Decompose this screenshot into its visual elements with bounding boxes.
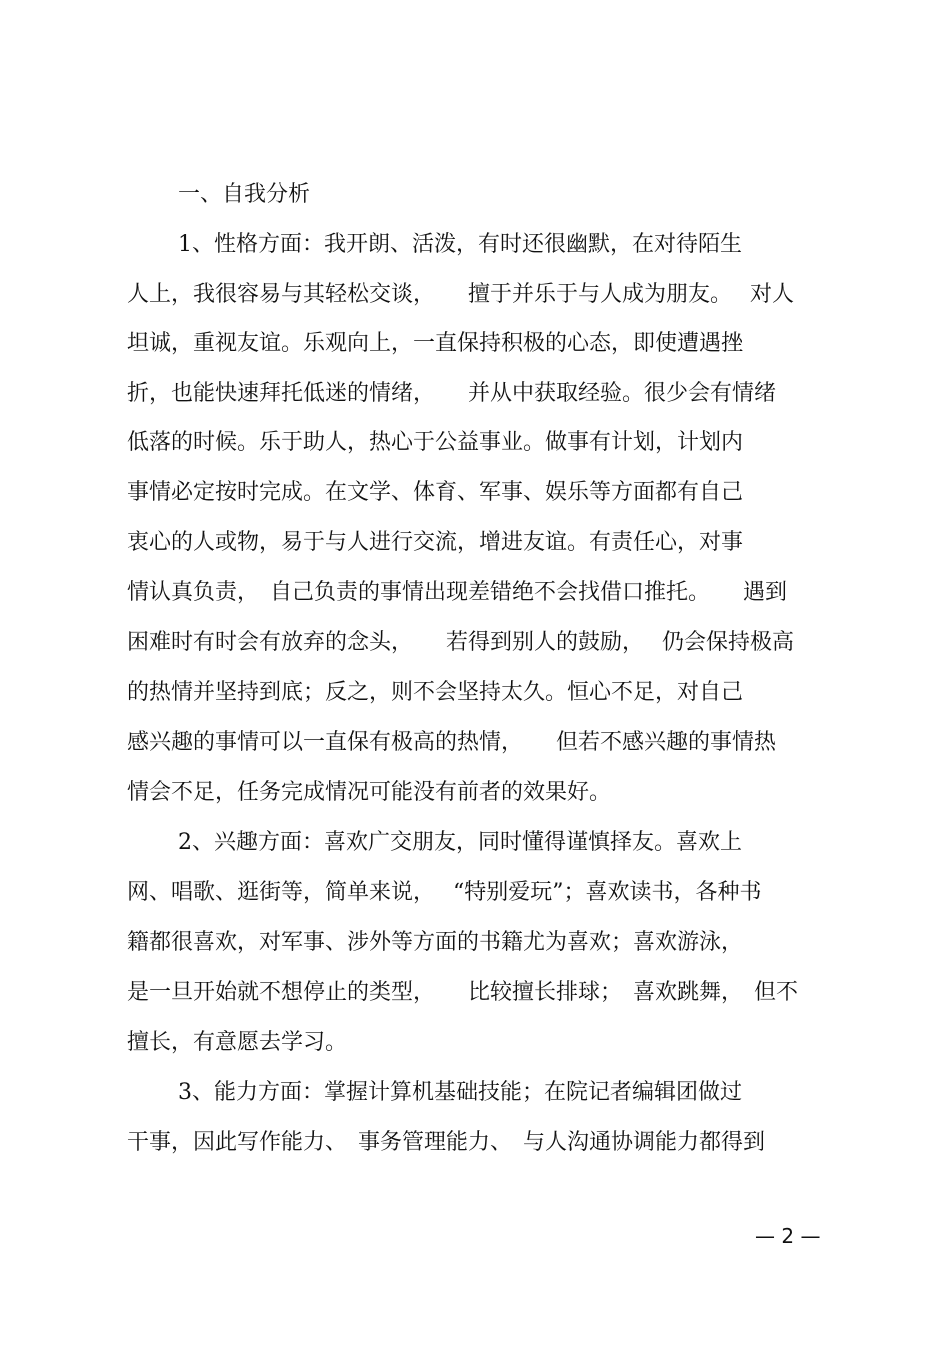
paragraph-line: 衷心的人或物，易于与人进行交流，增进友谊。有责任心，对事 — [127, 530, 744, 555]
paragraph-line: 感兴趣的事情可以一直保有极高的热情， 但若不感兴趣的事情热 — [127, 730, 777, 755]
page-number: — 2 — — [755, 1224, 821, 1248]
section-heading: 一、自我分析 — [178, 182, 311, 207]
paragraph-line: 情会不足，任务完成情况可能没有前者的效果好。 — [127, 780, 612, 805]
paragraph-line: 事情必定按时完成。在文学、体育、军事、娱乐等方面都有自己 — [127, 480, 744, 505]
paragraph-line: 人上，我很容易与其轻松交谈， 擅于并乐于与人成为朋友。 对人 — [127, 282, 794, 307]
paragraph-line: 情认真负责， 自己负责的事情出现差错绝不会找借口推托。 遇到 — [127, 580, 788, 605]
paragraph-line: 的热情并坚持到底；反之，则不会坚持太久。恒心不足，对自己 — [127, 680, 744, 705]
paragraph-line: 1、性格方面：我开朗、活泼，有时还很幽默，在对待陌生 — [178, 232, 742, 257]
paragraph-line: 折，也能快速拜托低迷的情绪， 并从中获取经验。很少会有情绪 — [127, 381, 777, 406]
paragraph-line: 3、能力方面：掌握计算机基础技能；在院记者编辑团做过 — [178, 1080, 742, 1105]
paragraph-line: 擅长，有意愿去学习。 — [127, 1030, 348, 1055]
paragraph-line: 干事，因此写作能力、 事务管理能力、 与人沟通协调能力都得到 — [127, 1130, 766, 1155]
paragraph-line: 坦诚，重视友谊。乐观向上，一直保持积极的心态，即使遭遇挫 — [127, 331, 744, 356]
paragraph-line: 低落的时候。乐于助人，热心于公益事业。做事有计划，计划内 — [127, 430, 744, 455]
paragraph-line: 网、唱歌、逛街等，简单来说， “特别爱玩”；喜欢读书，各种书 — [127, 880, 762, 905]
paragraph-line: 2、兴趣方面：喜欢广交朋友，同时懂得谨慎择友。喜欢上 — [178, 830, 742, 855]
paragraph-line: 是一旦开始就不想停止的类型， 比较擅长排球； 喜欢跳舞， 但不 — [127, 980, 799, 1005]
paragraph-line: 困难时有时会有放弃的念头， 若得到别人的鼓励， 仍会保持极高 — [127, 630, 794, 655]
paragraph-line: 籍都很喜欢，对军事、涉外等方面的书籍尤为喜欢；喜欢游泳， — [127, 930, 744, 955]
